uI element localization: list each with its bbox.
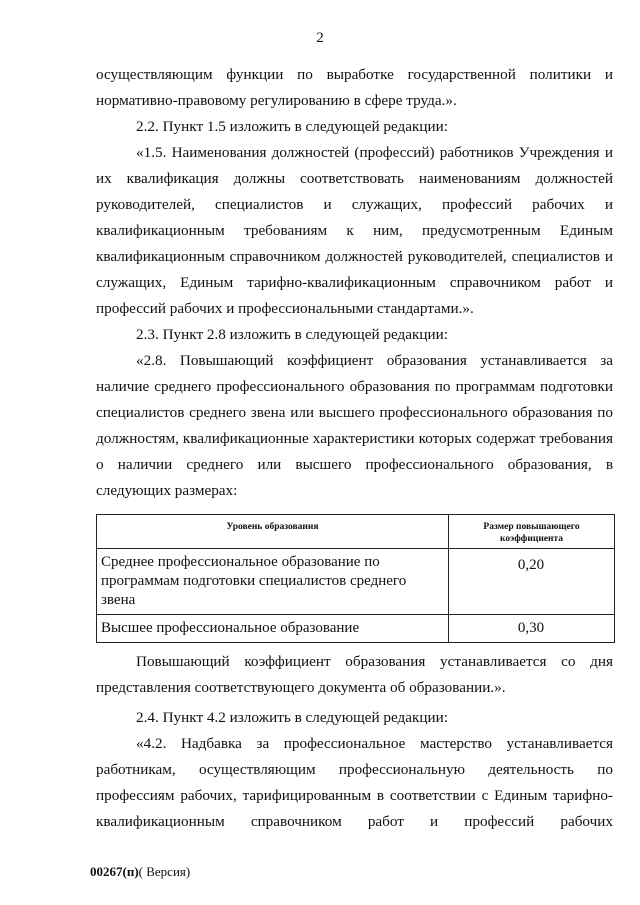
paragraph-7: 2.4. Пункт 4.2 изложить в следующей редакции: (136, 709, 449, 726)
table-header-coefficient: Размер повышающего коэффициента (449, 515, 615, 549)
paragraph-5: «2.8. Повышающий коэффициент образования устанавливается за наличие среднего профессионального образования по программам подготовки специалистов среднего звена или высшего профессионального образования по должностям, квалификационные характеристики которых содержат требования о наличии среднего или высшего профессионального образования, в следующих размерах: (96, 352, 613, 499)
table-row (97, 549, 615, 615)
table-cell-level: Высшее профессиональное образование (97, 615, 449, 643)
page-number: 2 (316, 30, 324, 46)
paragraph-3: «1.5. Наименования должностей (профессий) работников Учреждения и их квалификация должны соответствовать наименованиям должностей руководителей, специалистов и служащих, профессий рабочих и квалификационным требованиям к ним, предусмотренным Единым квалификационным справочником должностей руководителей, специалистов и служащих, Единым тарифно-квалификационным справочником работ и профессий рабочих и профессиональными стандартами.». (96, 144, 613, 317)
table-cell-value: 0,20 (449, 549, 615, 615)
footer-code: 00267(п) (90, 864, 139, 879)
footer-version: ( Версия) (138, 864, 191, 879)
paragraph-2: 2.2. Пункт 1.5 изложить в следующей редакции: (136, 118, 449, 135)
paragraph-4: 2.3. Пункт 2.8 изложить в следующей редакции: (136, 326, 449, 343)
paragraph-6: Повышающий коэффициент образования устанавливается со дня представления соответствующего документа об образовании.». (96, 653, 613, 696)
coefficient-table (96, 514, 615, 643)
table-cell-value: 0,30 (449, 615, 615, 643)
table-row (97, 615, 615, 643)
document-body (96, 62, 613, 835)
paragraph-8: «4.2. Надбавка за профессиональное мастерство устанавливается работникам, осуществляющим профессиональную деятельность по профессиям рабочих, тарифицированным в соответствии с Единым тарифно-квалификационным справочником работ и профессий рабочих (96, 735, 613, 830)
table-cell-level: Среднее профессиональное образование по программам подготовки специалистов среднего звена (97, 549, 449, 615)
table-header-level: Уровень образования (97, 515, 449, 549)
paragraph-1: осуществляющим функции по выработке государственной политики и нормативно-правовому регулированию в сфере труда.». (96, 66, 613, 109)
footer-doc-code (90, 864, 190, 880)
